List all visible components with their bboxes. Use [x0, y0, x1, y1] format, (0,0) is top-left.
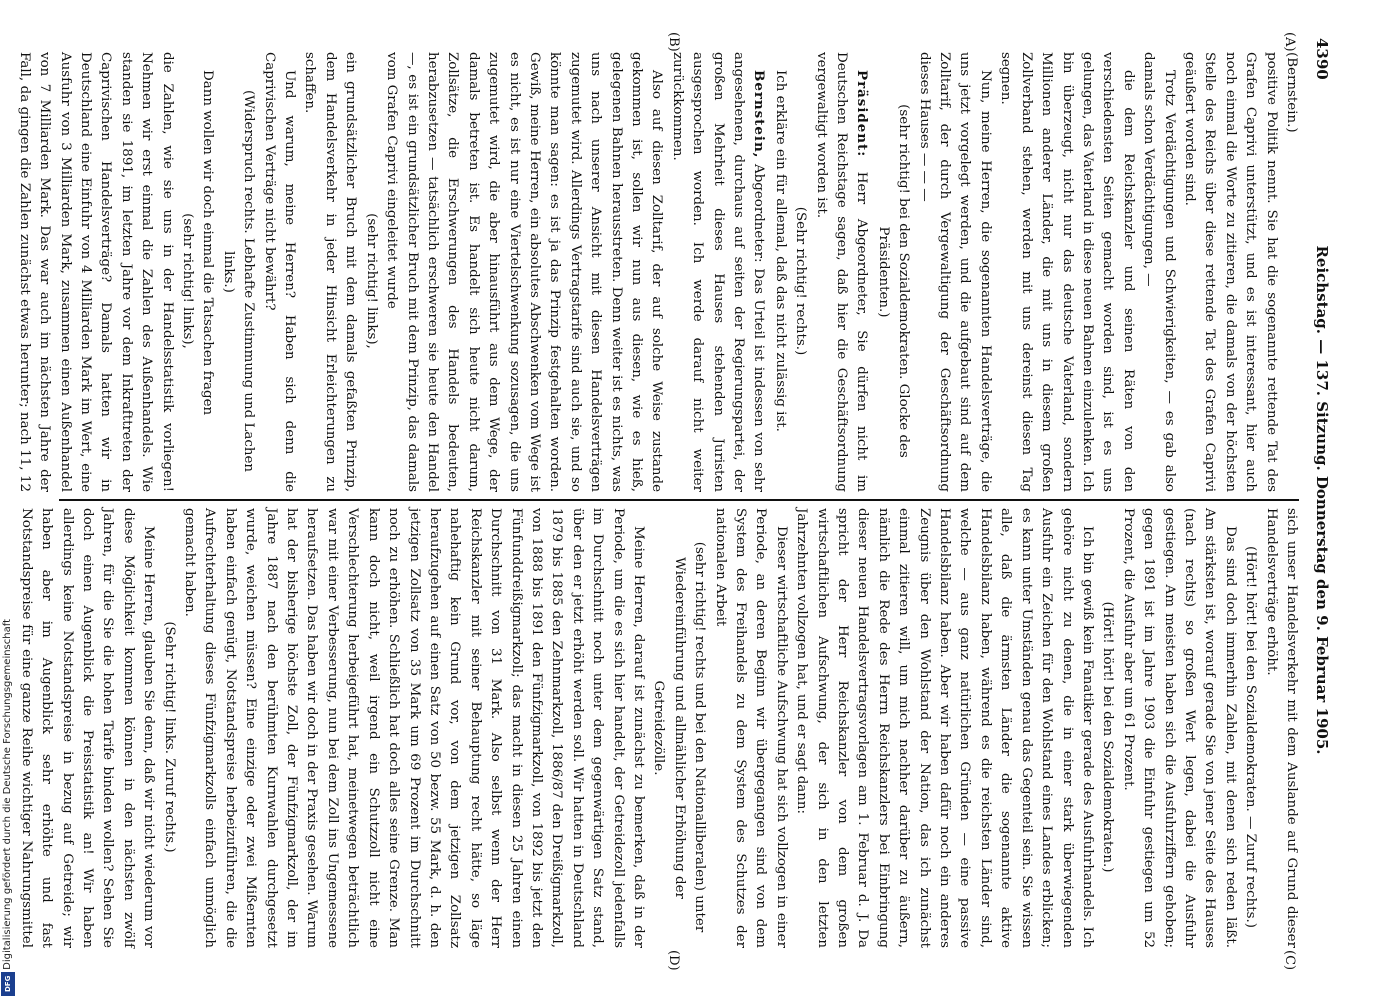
text-paragraph: Ich erkläre ein für allemal, daß das nicht zulässig ist.: [772, 70, 788, 432]
text-paragraph: Dann wollen wir doch einmal die Tatsachen fragen: [200, 70, 216, 416]
text-paragraph: Das sind doch immerhin Zahlen, mit denen sich reden läßt. Am stärksten ist, worauf gerade Sie von jener Seite des Hauses (nach rechts) so großen Wert legen, dabei die Ausfuhr gestiegen. Am meisten haben sich die Ausfuhrziffern gehoben; gegen 1891 ist im Jahre 1903 die Einfuhr gestiegen um 52 Prozent, die Ausfuhr aber um 61 Prozent.: [1120, 508, 1238, 948]
reaction-note: (Sehr richtig! rechts.): [793, 206, 809, 356]
text-paragraph: Dieser wirtschaftliche Aufschwung hat sich vollzogen in einer Periode, an deren Beginn wir übergegangen sind von dem System des Freihandels zu dem System des Schutzes der nationalen Arbeit: [712, 508, 789, 948]
left-text-column: [16, 52, 1301, 492]
reaction-note: (Hört! hört! bei den Sozialdemokraten. — Zuruf rechts.): [1243, 546, 1259, 928]
speech-text: Abgeordneter: Das Urteil ist indessen von sehr angesehenen, durchaus auf seiten der Regierungspartei, der großen Mehrheit dieses Hauses stehenden Juristen ausgesprochen worden. Ich werde darauf nicht weiter zurückkommen.: [669, 52, 767, 492]
text-paragraph: die Zahlen, wie sie uns in der Handelsstatistik vorliegen! Nehmen wir erst einmal die Zahlen des Außenhandels. Wie standen sie 1891, im letzten Jahre vor dem Inkrafttreten der Caprivischen Handelsverträge? Damals hatten wir in Deutschland eine Einfuhr von 4 Milliarden Mark im Wert, eine Ausfuhr von 3 Milliarden Mark, zusammen einen Außenhandel von 7 Milliarden Mark. Das war auch im nächsten Jahre der Fall, da gingen die Zahlen zunächst etwas herunter; nach 11, 12: [16, 52, 175, 492]
text-paragraph: Nun, meine Herren, die sogenannten Handelsverträge, die uns jetzt vorgelegt werden, und die aufgebaut sind auf dem Zolltarif, der durch Vergewaltigung der Geschäftsordnung dieses Hauses — — —: [916, 52, 993, 492]
reaction-note: (sehr richtig! bei den Sozialdemokraten. Glocke des Präsidenten.): [875, 104, 912, 458]
text-paragraph: die dem Reichskanzler und seinen Räten von den verschiedensten Seiten gemacht worden sind, ist es uns gelungen, das Vaterland in diese neuen Bahnen einzulenken. Ich bin überzeugt, nicht nur das deutsche Vaterland, sondern Millionen anderer Länder, die mit uns in diesem großen Zollverband stehen, werden mit uns dereinst diesen Tag segnen.: [998, 52, 1136, 492]
page-running-title: Reichstag. — 137. Sitzung. Donnerstag den 9. Februar 1905.: [1313, 245, 1331, 755]
margin-marker-c: (C): [1282, 950, 1297, 971]
page-number: 4390: [1313, 38, 1331, 80]
text-paragraph: [666, 52, 769, 492]
page-header: [1305, 38, 1335, 962]
margin-marker-d: (D): [666, 950, 681, 971]
reaction-note: (Widerspruch rechts. Lebhafte Zustimmung und Lachen links.): [220, 89, 257, 473]
margin-marker-b: (B): [666, 32, 681, 52]
digitization-sidebar: [0, 0, 16, 1000]
reaction-note: (Sehr richtig! links. Zuruf rechts.): [161, 621, 177, 853]
text-paragraph: Meine Herren, darauf ist zunächst zu bemerken, daß in der Periode, um die es sich hier handelt, der Getreidezoll jedenfalls im Durchschnitt noch unter dem gegenwärtigen Satz stand, über den er jetzt erhöht werden soll. Wir hatten in Deutschland 1879 bis 1885 den Zehnmarkzoll, 1886/87 den Dreißigmarkzoll, von 1888 bis 1891 den Fünfzigmarkzoll, von 1892 bis jetzt den Fünfunddreißigmarkzoll; das macht in diesen 25 Jahren einen Durchschnitt von 31 Mark. Also selbst wenn der Herr Reichskanzler mit seiner Behauptung recht hätte, so läge nahehaftig kein Grund vor, von dem jetzigen Zollsatz heraufzugehen auf einen Satz von 50 bezw. 55 Mark, d. h. den jetzigen Zollsatz von 35 Mark um 69 Prozent im Durchschnitt noch zu erhöhen. Schließlich hat doch alles seine Grenze. Man kann doch nicht, weil irgend ein Schutzzoll nicht eine Verschlechterung herbeigeführt hat, meinetwegen beträchtlich war mit einer Verbesserung, nun bei dem Zoll ins Ungemessene heraufsetzen. Das haben wir doch in der Praxis gesehen. Warum hat der bisherige höchste Zoll, der Fünfzigmarkzoll, der im Jahre 1887 nach den berühmten Kurnwahlen durchgesetzt wurde, weichen müssen? Eine einzige oder zwei Mißernten haben einfach genügt, Notstandspreise herbeizuführen, die die Aufrechterhaltung dieses Fünfzigmarkzolls einfach unmöglich gemacht haben.: [182, 508, 646, 949]
text-paragraph: Trotz Verdächtigungen und Schwierigkeiten, — es gab also damals schon Verdächtigungen, —: [1141, 52, 1177, 492]
reaction-note: (sehr richtig! links),: [180, 213, 196, 349]
speaker-name: Bernstein,: [751, 70, 768, 159]
margin-marker-a: (A): [1282, 32, 1297, 52]
digitization-caption: Digitalisierung gefördert durch die Deutsche Forschungsgemeinschaft: [2, 619, 13, 970]
rotated-document-page: [16, 30, 1341, 971]
reaction-note: (Hört! hört! bei den Sozialdemokraten.): [1100, 601, 1116, 873]
right-text-column: [18, 508, 1301, 949]
speaker-name: Präsident:: [854, 70, 871, 158]
text-paragraph: sich unser Handelsverkehr mit dem Auslande auf Grund dieser Handelsverträge erhöht.: [1263, 508, 1299, 948]
text-paragraph: ein grundsätzlicher Bruch mit dem damals gefaßten Prinzip, dem Handelsverkehr in jeder Hinsicht Erleichterungen zu schaffen.: [302, 52, 359, 492]
dfg-logo-icon: DFG: [1, 972, 15, 996]
text-paragraph: Also auf diesen Zolltarif, der auf solche Weise zustande gekommen ist, sollen wir nun aus diesen, wie es hieß, gelegenen Bahnen herausstreten. Denn weiter ist es nichts, was uns nach unserer Ansicht mit diesen Handelsverträgen zugemutet wird. Allerdings Vertragstarife sind auch sie, und so könnte man sagen: es ist ja das Prinzip festgehalten worden. Gewiß, meine Herren, ein absolutes Abschwenken vom Wege ist es nicht, es ist nur eine Viertelschwenkung sozusagen, die uns zugemutet wird, die aber hinausführt aus dem Wege, der damals betreten ist. Es handelt sich heute nicht darum, Zollsätze, die Erschwerungen des Handels bedeuten, herabzusetzen — tatsächlich erschweren sie heute den Handel —, es ist ein grundsätzlicher Bruch mit dem Prinzip, das damals vom Grafen Caprivi eingeleitet wurde: [384, 52, 665, 492]
text-paragraph: (Bernstein.): [1284, 52, 1299, 133]
column-divider: [59, 499, 1299, 501]
reaction-note: (sehr richtig! rechts und bei den Nationalliberalen) unter Wiedereinführung und allmählicher Erhöhung der Getreidezölle.: [651, 541, 708, 933]
text-paragraph: Meine Herren, glauben Sie denn, daß wir nicht wiederum vor diese Möglichkeit kommen können in den nächsten zwölf Jahren, für die Sie die hohen Tarife binden wollen? Sehen Sie doch einen Augenblick die Preisstatistik an! Wir haben allerdings keine Notstandspreise in bezug auf Getreide; wir haben aber im Augenblick sehr erhöhte und fast Notstandspreise für eine ganze Reihe wichtiger Nahrungsmittel: [18, 508, 157, 948]
text-paragraph: Ich bin gewiß kein Fanatiker gerade des Ausfuhrhandels. Ich gehöre nicht zu denen, die in einer stark überwiegenden Ausfuhr ein Zeichen für den Wohlstand eines Landes erblicken; es kann unter Umständen genau das Gegenteil sein. Sie wissen alle, daß die ärmsten Länder die sogenannte aktive Handelsbilanz haben, während es die reichsten Länder sind, welche — aus ganz natürlichen Gründen — eine passive Handelsbilanz haben. Aber wir haben dafür noch ein anderes Zeugnis über den Wohlstand der Nation, das ich zunächst einmal zitieren will, um mich nachher darüber zu äußern, nämlich die Rede des Herrn Reichskanzlers bei Einbringung dieser neuen Handelsvertragsvorlagen am 1. Februar d. J. Da spricht der Herr Reichskanzler von dem großen wirtschaftlichen Aufschwung, der sich in den letzten Jahrzehnten vollzogen hat, und er sagt dann:: [794, 508, 1095, 948]
text-paragraph: [810, 52, 872, 492]
text-paragraph: Und warum, meine Herren? Haben sich denn die Caprivischen Verträge nicht bewährt?: [261, 52, 298, 492]
reaction-note: (sehr richtig! links),: [363, 213, 379, 349]
text-paragraph: positive Politik nennt. Sie hat die sogenannte rettende Tat des Grafen Caprivi unterstützt, und es ist interessant, hier auch noch einmal die Worte zu zitieren, die damals von der höchsten Stelle des Reichs über diese rettende Tat des Grafen Caprivi geäußert worden sind.: [1181, 52, 1279, 492]
speech-text: Herr Abgeordneter, Sie dürfen nicht im Deutschen Reichstage sagen, daß hier die Geschäftsordnung vergewaltigt worden ist.: [813, 52, 870, 492]
